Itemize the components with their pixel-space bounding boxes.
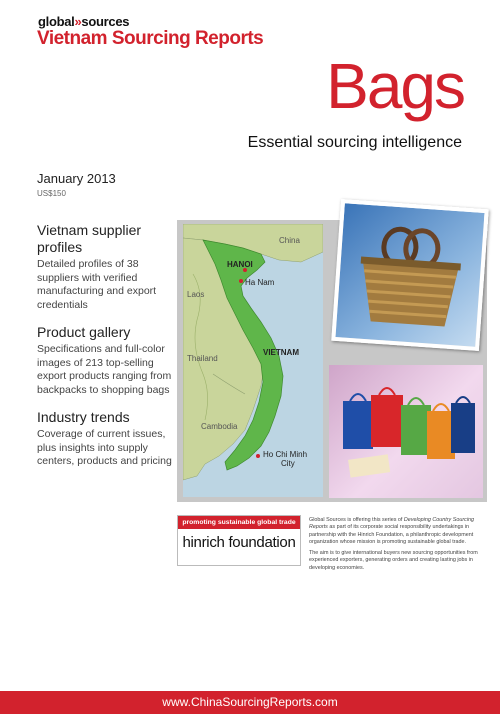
feature-text: Detailed profiles of 38 suppliers with verified manufacturing and export credentials [37, 258, 157, 311]
para1-before: Global Sources is offering this series of [309, 517, 404, 523]
feature-heading: Industry trends [37, 408, 130, 425]
shopping-bags-illustration [329, 365, 483, 498]
foundation-paragraph-2: The aim is to give international buyers new sourcing opportunities from experienced exporters, generating orders and creating lasting jobs in developing economies. [309, 550, 478, 571]
woven-bag-photo [331, 199, 489, 351]
bag-green-handle [408, 398, 424, 405]
footer-bar [0, 691, 500, 714]
bag-red [371, 395, 403, 447]
feature-item [37, 324, 177, 398]
ha-nam-dot [239, 279, 243, 283]
map-label-hcmc [263, 450, 307, 468]
map-label-china: China [279, 236, 300, 245]
feature-text: Coverage of current issues, plus insights into supply centers, products and pricing [37, 428, 172, 468]
logo-global: global [38, 14, 75, 29]
map-label-ha-nam: Ha Nam [245, 278, 275, 287]
foundation-description [309, 517, 493, 572]
woven-bag-illustration [335, 203, 484, 346]
bag-blue [343, 401, 373, 449]
bag-flat [348, 454, 390, 477]
map-label-hanoi: HANOI [227, 260, 253, 269]
feature-text: Specifications and full-color images of 213 top-selling export products ranging from backpacks to shopping bags [37, 343, 172, 397]
feature-heading: Vietnam supplier profiles [37, 222, 142, 255]
map-label-cambodia: Cambodia [201, 422, 238, 431]
map-label-thailand: Thailand [187, 354, 218, 363]
series-title: Vietnam Sourcing Reports [37, 28, 264, 49]
hcmc-line2: City [281, 459, 295, 468]
report-price: US$150 [37, 189, 66, 198]
hcmc-dot [256, 454, 260, 458]
feature-heading: Product gallery [37, 323, 131, 340]
hcmc-line1: Ho Chi Minh [263, 450, 308, 459]
map-label-vietnam: VIETNAM [263, 348, 299, 357]
feature-item [37, 222, 177, 313]
para1-italic: Developing Country Sourcing Reports [309, 517, 475, 531]
publication-date: January 2013 [37, 171, 116, 186]
footer-url[interactable]: www.ChinaSourcingReports.com [162, 695, 338, 709]
bag-orange [427, 411, 455, 459]
cover-subtitle: Essential sourcing intelligence [247, 134, 462, 151]
cover-title: Bags [326, 50, 464, 122]
bag-navy [451, 403, 475, 453]
foundation-paragraph-1 [309, 517, 493, 546]
hinrich-name: hinrich foundation [182, 534, 296, 551]
feature-list [37, 222, 177, 480]
bag-red-handle [379, 388, 395, 395]
logo-arrow-icon: » [74, 14, 82, 29]
global-sources-logo [38, 14, 129, 29]
bag-green [401, 405, 431, 455]
para1-after: as part of its corporate social responsibility undertakings in partnership with the Hinrich Foundation, a philanthropic development organization whose mission is promoting sustainable global trade. [309, 524, 474, 545]
shopping-bags-photo [329, 365, 483, 498]
vietnam-map [183, 224, 323, 497]
feature-item [37, 409, 177, 469]
bag-navy-handle [456, 397, 470, 403]
hinrich-foundation-logo [177, 515, 301, 566]
bag-orange-handle [433, 404, 449, 411]
hinrich-banner: promoting sustainable global trade [178, 516, 300, 529]
map-label-laos: Laos [187, 290, 205, 299]
bag-blue-handle [350, 394, 366, 401]
logo-sources: sources [81, 14, 130, 29]
